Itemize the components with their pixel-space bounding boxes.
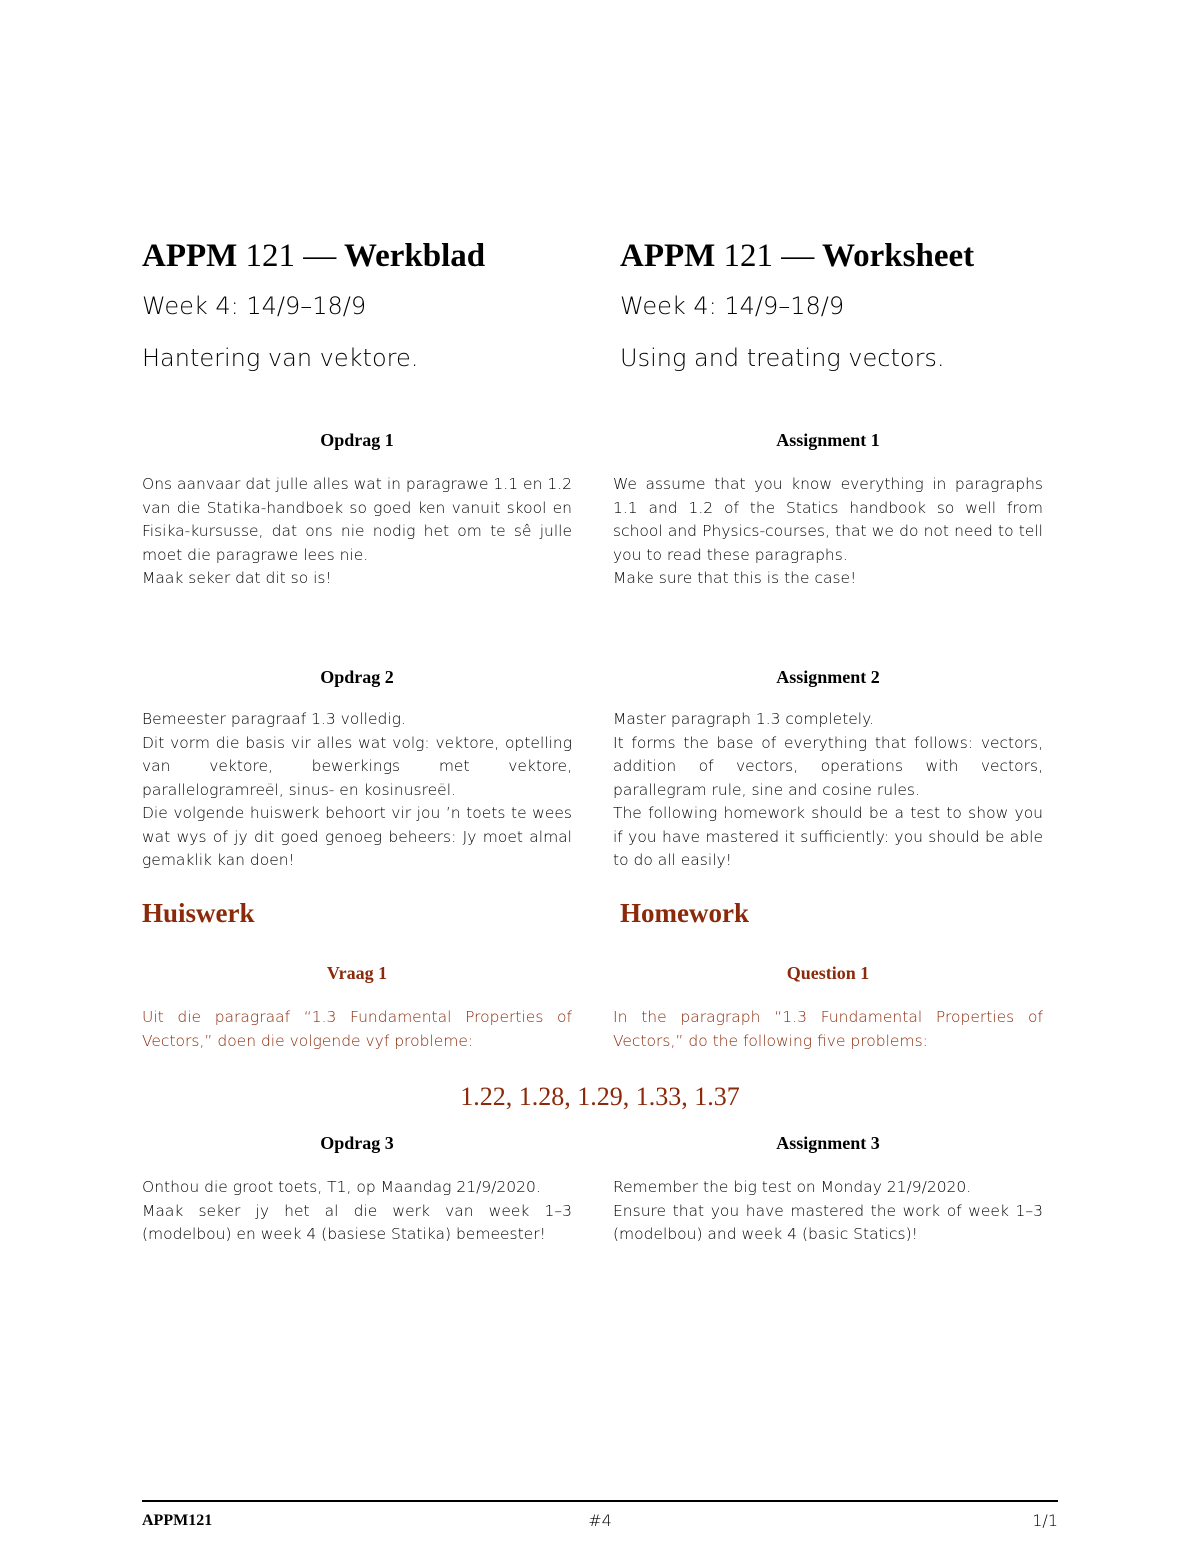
right-section-3-line-1: Remember the big test on Monday 21/9/2020. <box>613 1178 972 1196</box>
left-homework-title: Huiswerk <box>142 898 255 928</box>
right-section-2-heading: Assignment 2 <box>776 667 880 687</box>
right-question-text: In the paragraph “1.3 Fundamental Properties of Vectors,” do the following five problems: <box>613 1008 1043 1050</box>
left-title <box>142 236 485 276</box>
problem-list: 1.22, 1.28, 1.29, 1.33, 1.37 <box>460 1082 740 1111</box>
left-section-2-heading: Opdrag 2 <box>320 667 394 687</box>
left-section-3-body <box>142 1176 572 1247</box>
footer-course-code: APPM121 <box>142 1512 213 1529</box>
right-title-sep: — <box>781 238 815 274</box>
left-section-2-body <box>142 708 572 873</box>
right-section-1-line-1: We assume that you know everything in paragraphs 1.1 and 1.2 of the Statics handbook so well from school and Physics-courses, that we do not need to tell you to read these paragraphs. <box>613 475 1043 564</box>
left-section-3-heading: Opdrag 3 <box>320 1133 394 1153</box>
left-title-sep: — <box>303 238 337 274</box>
left-title-word: Werkblad <box>343 238 486 274</box>
left-title-num: 121 <box>245 238 296 274</box>
left-section-1-line-1: Ons aanvaar dat julle alles wat in paragrawe 1.1 en 1.2 van die Statika-handboek so goed ken vanuit skool en Fisika-kursusse, dat ons nie nodig het om te sê julle moet die paragrawe lees nie. <box>142 475 572 564</box>
right-section-2-line-3: The following homework should be a test to show you if you have mastered it sufficiently: you should be able to do all easily! <box>613 804 1043 869</box>
footer-rule <box>142 1500 1058 1502</box>
right-topic: Using and treating vectors. <box>620 344 945 372</box>
left-question-heading: Vraag 1 <box>326 963 388 983</box>
right-week: Week 4: 14/9–18/9 <box>620 292 845 320</box>
left-section-1-line-2: Maak seker dat dit so is! <box>142 569 332 587</box>
right-section-1-heading: Assignment 1 <box>776 430 880 450</box>
left-question-text: Uit die paragraaf “1.3 Fundamental Properties of Vectors,” doen die volgende vyf probleme: <box>142 1008 572 1050</box>
right-title-word: Worksheet <box>821 238 975 274</box>
left-section-3-line-2: Maak seker jy het al die werk van week 1–3 (modelbou) en week 4 (basiese Statika) bemeester! <box>142 1201 572 1243</box>
left-section-3-line-1: Onthou die groot toets, T1, op Maandag 21/9/2020. <box>142 1178 541 1196</box>
footer-sheet-number: #4 <box>588 1511 612 1530</box>
right-section-3-body <box>613 1176 1043 1247</box>
right-homework-title: Homework <box>620 898 749 928</box>
right-title <box>620 236 974 276</box>
left-title-prefix: APPM <box>142 238 238 274</box>
right-section-2-line-1: Master paragraph 1.3 completely. <box>613 710 875 728</box>
right-title-num: 121 <box>723 238 774 274</box>
left-section-2-line-3: Die volgende huiswerk behoort vir jou ’n toets te wees wat wys of jy dit goed genoeg beheers: Jy moet almal gemaklik kan doen! <box>142 804 572 869</box>
right-section-2-line-2: It forms the base of everything that follows: vectors, addition of vectors, operations with vectors, parallegram rule, sine and cosine rules. <box>613 733 1043 799</box>
right-section-2-body <box>613 708 1043 873</box>
left-topic: Hantering van vektore. <box>142 344 419 372</box>
left-section-2-line-2: Dit vorm die basis vir alles wat volg: vektore, optelling van vektore, bewerkings met vektore, parallelogramreël, sinus- en kosinusreël. <box>142 733 572 799</box>
left-week: Week 4: 14/9–18/9 <box>142 292 367 320</box>
right-section-3-heading: Assignment 3 <box>776 1133 880 1153</box>
left-section-1-body <box>142 473 572 591</box>
right-section-1-body <box>613 473 1043 591</box>
right-question-heading: Question 1 <box>786 963 870 983</box>
left-section-2-line-1: Bemeester paragraaf 1.3 volledig. <box>142 710 406 728</box>
right-section-1-line-2: Make sure that this is the case! <box>613 569 857 587</box>
right-section-3-line-2: Ensure that you have mastered the work of week 1–3 (modelbou) and week 4 (basic Statics)! <box>613 1201 1043 1243</box>
footer-page-number: 1/1 <box>1032 1511 1058 1530</box>
left-section-1-heading: Opdrag 1 <box>320 430 394 450</box>
right-title-prefix: APPM <box>620 238 716 274</box>
